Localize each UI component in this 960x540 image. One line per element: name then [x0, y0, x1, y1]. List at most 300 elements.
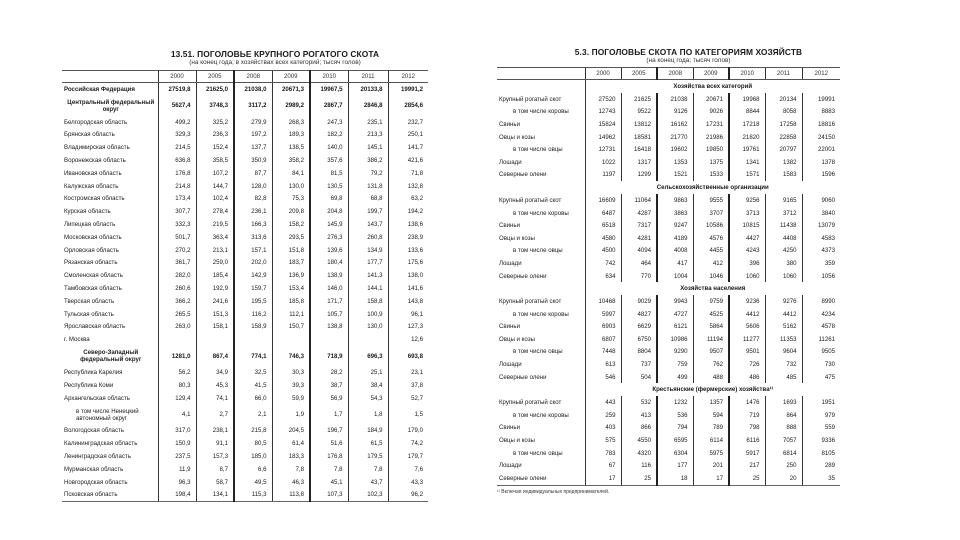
row-label: Овцы и козы [499, 437, 535, 445]
cell-value: 866 [621, 422, 657, 435]
cell-value: 46,3 [272, 476, 310, 489]
cell-value: 4727 [657, 308, 693, 321]
cell-value: 87,7 [234, 167, 272, 180]
cell-value: 259 [585, 409, 621, 422]
cell-value: 867,4 [196, 346, 234, 366]
table-row [62, 282, 428, 295]
cell-value: 9029 [621, 295, 657, 308]
cell-value: 9863 [657, 194, 693, 207]
row-label: Лошади [499, 158, 522, 166]
cell-value [272, 333, 310, 346]
row-label: в том числе Ненецкий автономный округ [76, 407, 139, 422]
cell-value: 20797 [765, 143, 802, 156]
cell-value: 8990 [802, 295, 840, 308]
cell-value: 11438 [765, 219, 802, 232]
cell-value: 1353 [657, 156, 693, 169]
table-row [62, 489, 428, 502]
cell-value: 157,1 [234, 244, 272, 257]
cell-value: 45,1 [310, 476, 348, 489]
header-label-cell [62, 71, 158, 83]
cell-value: 358,5 [196, 154, 234, 167]
section-spacer [497, 80, 585, 94]
cell-value: 1382 [765, 156, 802, 169]
cell-value: 138,9 [310, 269, 348, 282]
cell-value: 143,7 [348, 218, 388, 231]
cell-value: 6903 [585, 321, 621, 334]
table-row [497, 232, 840, 245]
row-label: Овцы и козы [499, 335, 535, 343]
cell-value: 12,6 [388, 333, 428, 346]
left-document-page [62, 50, 428, 502]
cell-value: 732 [765, 358, 802, 371]
cell-value: 979 [802, 409, 840, 422]
cell-value: 21820 [729, 131, 765, 144]
cell-value: 209,8 [272, 205, 310, 218]
cell-value: 195,5 [234, 295, 272, 308]
cell-value: 2867,7 [310, 96, 348, 116]
cell-value: 501,7 [158, 231, 196, 244]
table-row [497, 131, 840, 144]
table-row [497, 396, 840, 409]
cell-value: 247,3 [310, 116, 348, 129]
cell-value: 366,2 [158, 295, 196, 308]
cell-value: 159,7 [234, 282, 272, 295]
cell-value: 9501 [729, 346, 765, 359]
cell-value: 263,0 [158, 321, 196, 334]
row-label: Владимирская область [64, 144, 130, 152]
cell-value: 68,8 [348, 193, 388, 206]
cell-value: 96,3 [158, 476, 196, 489]
cell-value: 358,2 [272, 154, 310, 167]
cell-value: 6814 [765, 447, 802, 460]
cell-value: 79,2 [348, 167, 388, 180]
cell-value: 9256 [729, 194, 765, 207]
cell-value: 11277 [729, 333, 765, 346]
cell-value: 5162 [765, 321, 802, 334]
row-label: Крупный рогатый скот [499, 95, 562, 103]
row-label: Северные олени [499, 373, 547, 381]
cell-value: 13812 [621, 118, 657, 131]
section-heading-row [497, 80, 840, 94]
cell-value [158, 333, 196, 346]
row-label: Центральный федеральный округ [67, 98, 155, 113]
cell-value: 100,9 [348, 308, 388, 321]
row-label: Республика Коми [64, 381, 114, 389]
cell-value: 24150 [802, 131, 840, 144]
cell-value: 4525 [693, 308, 729, 321]
row-label: Курская область [64, 208, 111, 216]
cell-value: 219,5 [196, 218, 234, 231]
cell-value: 4827 [621, 308, 657, 321]
cell-value: 18816 [802, 118, 840, 131]
cell-value: 213,1 [196, 244, 234, 257]
cell-value: 746,3 [272, 346, 310, 366]
cell-value: 1693 [765, 396, 802, 409]
row-label: Орловская область [64, 246, 119, 254]
cell-value: 158,1 [196, 321, 234, 334]
cell-value: 16162 [657, 118, 693, 131]
cell-value: 268,3 [272, 116, 310, 129]
cell-value: 4189 [657, 232, 693, 245]
table-row [62, 321, 428, 334]
table-row [62, 476, 428, 489]
table-row [62, 154, 428, 167]
cell-value: 794 [657, 422, 693, 435]
cell-value: 16418 [621, 143, 657, 156]
cell-value: 4234 [802, 308, 840, 321]
cell-value: 166,3 [234, 218, 272, 231]
cell-value: 21038,0 [234, 83, 272, 96]
cell-value: 61,4 [272, 437, 310, 450]
cell-value: 80,5 [234, 437, 272, 450]
cell-value: 80,3 [158, 379, 196, 392]
cell-value: 5917 [729, 447, 765, 460]
cell-value: 2854,6 [388, 96, 428, 116]
table-row [62, 96, 428, 116]
cell-value: 20671 [693, 93, 729, 106]
table-row [497, 459, 840, 472]
cell-value: 4373 [802, 245, 840, 258]
cell-value: 130,0 [348, 321, 388, 334]
cell-value: 9060 [802, 194, 840, 207]
cell-value: 1,9 [272, 405, 310, 425]
cell-value: 151,8 [272, 244, 310, 257]
section-spacer [497, 383, 585, 396]
cell-value: 413 [621, 409, 657, 422]
cell-value: 112,1 [272, 308, 310, 321]
table-row [62, 269, 428, 282]
cell-value: 82,8 [234, 193, 272, 206]
cattle-by-region-table [62, 70, 428, 502]
cell-value: 1046 [693, 270, 729, 283]
cell-value: 1060 [729, 270, 765, 283]
cell-value: 1281,0 [158, 346, 196, 366]
cell-value: 19602 [657, 143, 693, 156]
table-row [497, 156, 840, 169]
cell-value: 9505 [802, 346, 840, 359]
column-header-year: 2010 [310, 71, 348, 83]
cell-value: 139,6 [310, 244, 348, 257]
cell-value: 34,9 [196, 366, 234, 379]
cell-value: 237,5 [158, 450, 196, 463]
cell-value: 693,8 [388, 346, 428, 366]
left-header-row [62, 71, 428, 83]
cell-value: 12743 [585, 106, 621, 119]
cell-value: 39,3 [272, 379, 310, 392]
cell-value: 180,4 [310, 257, 348, 270]
row-label: Московская область [64, 233, 122, 241]
cell-value: 783 [585, 447, 621, 460]
cell-value: 130,5 [310, 180, 348, 193]
cell-value: 11194 [693, 333, 729, 346]
column-header-year: 2009 [693, 68, 729, 80]
row-label: Архангельская область [64, 394, 130, 402]
column-header-year: 2008 [234, 71, 272, 83]
row-label: Рязанская область [64, 259, 118, 267]
cell-value: 185,8 [272, 295, 310, 308]
row-label: Свиньи [499, 424, 520, 432]
section-spacer [497, 282, 585, 295]
cell-value: 4281 [621, 232, 657, 245]
cell-value: 488 [693, 371, 729, 384]
cell-value: 7448 [585, 346, 621, 359]
row-label: Свиньи [499, 323, 520, 331]
cell-value: 265,5 [158, 308, 196, 321]
cell-value: 27520 [585, 93, 621, 106]
cell-value: 759 [657, 358, 693, 371]
cell-value: 5627,4 [158, 96, 196, 116]
cell-value: 864 [765, 409, 802, 422]
cell-value: 1521 [657, 169, 693, 182]
cell-value: 798 [729, 422, 765, 435]
cell-value: 4455 [693, 245, 729, 258]
left-table-title: 13.51. ПОГОЛОВЬЕ КРУПНОГО РОГАТОГО СКОТА [170, 49, 380, 59]
cell-value: 260,6 [158, 282, 196, 295]
section-heading: Хозяйства населения [585, 282, 840, 295]
cell-value: 357,6 [310, 154, 348, 167]
cell-value [348, 333, 388, 346]
cell-value: 10586 [693, 219, 729, 232]
cell-value: 575 [585, 434, 621, 447]
table-row [497, 169, 840, 182]
cell-value: 145,1 [348, 141, 388, 154]
cell-value: 9247 [657, 219, 693, 232]
cell-value: 4287 [621, 207, 657, 220]
cell-value: 217 [729, 459, 765, 472]
cell-value: 11,9 [158, 463, 196, 476]
table-row [62, 244, 428, 257]
cell-value: 131,8 [348, 180, 388, 193]
cell-value: 5975 [693, 447, 729, 460]
row-label: Овцы и козы [499, 133, 535, 141]
cell-value: 6121 [657, 321, 693, 334]
cell-value: 9507 [693, 346, 729, 359]
cell-value: 486 [729, 371, 765, 384]
section-heading-row [497, 181, 840, 194]
cell-value: 726 [729, 358, 765, 371]
cell-value: 17258 [765, 118, 802, 131]
right-table-subtitle: (на конец года; тысяч голов) [646, 57, 731, 64]
cell-value: 199,7 [348, 205, 388, 218]
livestock-by-category-table [497, 67, 840, 486]
cell-value: 238,9 [388, 231, 428, 244]
cell-value: 332,3 [158, 218, 196, 231]
cell-value: 238,1 [196, 425, 234, 438]
cell-value: 14962 [585, 131, 621, 144]
table-row [62, 129, 428, 142]
cell-value: 4250 [765, 245, 802, 258]
cell-value: 102,4 [196, 193, 234, 206]
cell-value: 475 [802, 371, 840, 384]
cell-value: 74,1 [196, 392, 234, 405]
table-row [497, 308, 840, 321]
cell-value: 6487 [585, 207, 621, 220]
cell-value: 132,8 [388, 180, 428, 193]
cell-value: 1004 [657, 270, 693, 283]
cell-value: 504 [621, 371, 657, 384]
cell-value: 69,8 [310, 193, 348, 206]
section-spacer [497, 181, 585, 194]
cell-value: 8883 [802, 106, 840, 119]
cell-value [234, 333, 272, 346]
cell-value: 214,5 [158, 141, 196, 154]
row-label: в том числе коровы [513, 411, 569, 419]
cell-value: 307,7 [158, 205, 196, 218]
cell-value: 23,1 [388, 366, 428, 379]
cell-value: 63,2 [388, 193, 428, 206]
cell-value: 19991 [802, 93, 840, 106]
cell-value: 35 [802, 472, 840, 485]
cell-value: 107,2 [196, 167, 234, 180]
cell-value: 142,9 [234, 269, 272, 282]
cell-value: 81,5 [310, 167, 348, 180]
cell-value: 5997 [585, 308, 621, 321]
cell-value: 313,6 [234, 231, 272, 244]
cell-value: 215,8 [234, 425, 272, 438]
cell-value: 8105 [802, 447, 840, 460]
cell-value: 30,3 [272, 366, 310, 379]
cell-value: 202,0 [234, 257, 272, 270]
cell-value: 2846,8 [348, 96, 388, 116]
table-row [62, 392, 428, 405]
cell-value: 21038 [657, 93, 693, 106]
right-document-page [497, 48, 840, 495]
cell-value: 737 [621, 358, 657, 371]
cell-value: 235,1 [348, 116, 388, 129]
cell-value: 1022 [585, 156, 621, 169]
cell-value: 15824 [585, 118, 621, 131]
cell-value: 4,1 [158, 405, 196, 425]
cell-value: 21625 [621, 93, 657, 106]
table-row [62, 379, 428, 392]
cell-value: 6629 [621, 321, 657, 334]
cell-value: 43,3 [388, 476, 428, 489]
row-label: в том числе овцы [513, 449, 563, 457]
cell-value: 138,6 [388, 218, 428, 231]
cell-value: 184,9 [348, 425, 388, 438]
cell-value: 9026 [693, 106, 729, 119]
cell-value: 236,1 [234, 205, 272, 218]
row-label: в том числе коровы [513, 310, 569, 318]
cell-value: 22858 [765, 131, 802, 144]
cell-value: 20 [765, 472, 802, 485]
cell-value [310, 333, 348, 346]
table-row [62, 257, 428, 270]
cell-value: 2,7 [196, 405, 234, 425]
cell-value: 259,0 [196, 257, 234, 270]
cell-value: 107,3 [310, 489, 348, 502]
cell-value: 6114 [693, 434, 729, 447]
cell-value: 129,4 [158, 392, 196, 405]
cell-value: 43,7 [348, 476, 388, 489]
cell-value: 2,1 [234, 405, 272, 425]
table-row [497, 371, 840, 384]
cell-value: 56,9 [310, 392, 348, 405]
cell-value: 536 [657, 409, 693, 422]
cell-value: 61,5 [348, 437, 388, 450]
row-label: Вологодская область [64, 427, 125, 435]
column-header-year: 2010 [729, 68, 765, 80]
cell-value: 3713 [729, 207, 765, 220]
cell-value: 173,4 [158, 193, 196, 206]
cell-value: 9555 [693, 194, 729, 207]
row-label: Северо-Западный федеральный округ [80, 349, 142, 364]
header-label-cell [497, 68, 585, 80]
cell-value: 179,0 [388, 425, 428, 438]
cell-value: 141,6 [388, 282, 428, 295]
table-row [497, 472, 840, 485]
right-header-row [497, 68, 840, 80]
cell-value: 152,4 [196, 141, 234, 154]
cell-value: 158,9 [234, 321, 272, 334]
cell-value: 329,3 [158, 129, 196, 142]
row-label: Российская Федерация [64, 85, 135, 93]
cell-value: 201 [693, 459, 729, 472]
table-row [62, 308, 428, 321]
row-label: Брянская область [64, 131, 115, 139]
table-row [497, 321, 840, 334]
cell-value: 232,7 [388, 116, 428, 129]
cell-value: 6304 [657, 447, 693, 460]
table-row [497, 447, 840, 460]
cell-value: 213,3 [348, 129, 388, 142]
row-label: Лошади [499, 361, 522, 369]
cell-value: 16609 [585, 194, 621, 207]
cell-value: 175,6 [388, 257, 428, 270]
cell-value: 4583 [802, 232, 840, 245]
table-row [62, 346, 428, 366]
cell-value: 270,2 [158, 244, 196, 257]
cell-value: 613 [585, 358, 621, 371]
cell-value: 17 [585, 472, 621, 485]
cell-value: 278,4 [196, 205, 234, 218]
cell-value: 361,7 [158, 257, 196, 270]
cell-value: 19968 [729, 93, 765, 106]
cell-value: 260,8 [348, 231, 388, 244]
cell-value: 38,7 [310, 379, 348, 392]
cell-value: 636,8 [158, 154, 196, 167]
cell-value: 3748,3 [196, 96, 234, 116]
cell-value: 1341 [729, 156, 765, 169]
cell-value: 250 [765, 459, 802, 472]
cell-value: 19967,5 [310, 83, 348, 96]
cell-value: 134,1 [196, 489, 234, 502]
cell-value: 4550 [621, 434, 657, 447]
table-row [497, 346, 840, 359]
cell-value: 183,7 [272, 257, 310, 270]
cell-value: 9165 [765, 194, 802, 207]
cell-value: 102,3 [348, 489, 388, 502]
cell-value: 1197 [585, 169, 621, 182]
cell-value: 241,6 [196, 295, 234, 308]
table-row [62, 83, 428, 96]
cell-value: 289 [802, 459, 840, 472]
cell-value: 176,8 [158, 167, 196, 180]
cell-value: 19991,2 [388, 83, 428, 96]
cell-value: 1,7 [310, 405, 348, 425]
table-row [62, 141, 428, 154]
row-label: г. Москва [64, 336, 90, 344]
cell-value: 153,4 [272, 282, 310, 295]
cell-value: 485 [765, 371, 802, 384]
cell-value: 4320 [621, 447, 657, 460]
cell-value: 18581 [621, 131, 657, 144]
row-label: Ярославская область [64, 323, 126, 331]
footnote: ¹⁾ Включая индивидуальных предпринимателей. [497, 488, 610, 495]
cell-value: 719 [729, 409, 765, 422]
cell-value: 177,7 [348, 257, 388, 270]
cell-value: 91,1 [196, 437, 234, 450]
